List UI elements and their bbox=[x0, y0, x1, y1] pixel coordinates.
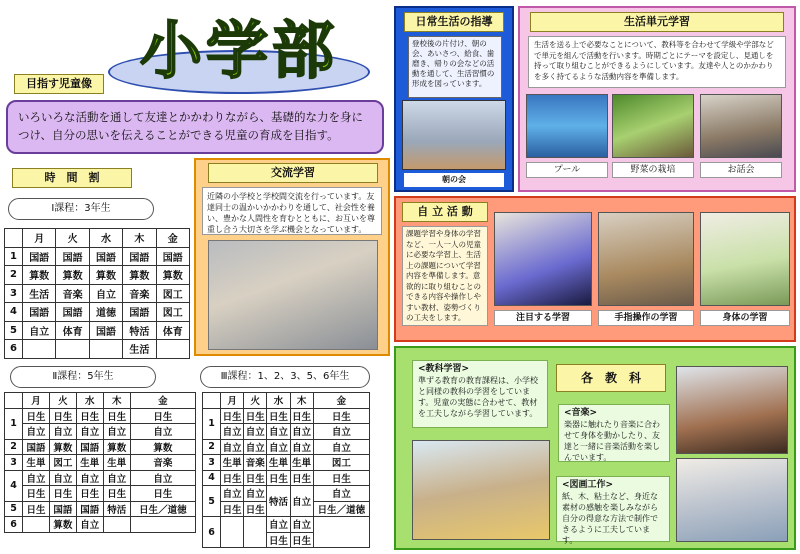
subject-learning-photo bbox=[412, 440, 550, 540]
course2-title: Ⅱ課程：5年生 bbox=[10, 366, 156, 388]
header-cell: 木 bbox=[290, 393, 313, 409]
header-cell: 月 bbox=[23, 393, 50, 409]
period-cell: 3 bbox=[203, 455, 221, 471]
exchange-text: 近隣の小学校と学校間交流を行っています。友達同士の温かいかかわりを通して、社会性を養い、豊かな人間性を育むとともに、お互いを尊重し合う大切さを学ぶ機会となっています。 bbox=[202, 187, 382, 235]
table-cell: 日生 bbox=[267, 408, 290, 424]
period-cell: 1 bbox=[5, 247, 23, 266]
table-cell: 国語 bbox=[56, 247, 89, 266]
period-cell: 2 bbox=[5, 266, 23, 285]
table-cell bbox=[23, 517, 50, 533]
table-cell: 自立 bbox=[221, 439, 244, 455]
timetable-course1 bbox=[4, 228, 190, 359]
period-cell: 4 bbox=[5, 303, 23, 322]
table-cell: 日生 bbox=[130, 408, 195, 424]
table-cell: 体育 bbox=[156, 321, 189, 340]
table-cell: 日生 bbox=[267, 470, 290, 486]
header-cell: 金 bbox=[313, 393, 369, 409]
table-cell: 特活 bbox=[123, 321, 156, 340]
table-cell: 自立 bbox=[221, 486, 244, 502]
exchange-label: 交流学習 bbox=[208, 163, 378, 183]
table-cell: 国語 bbox=[23, 247, 56, 266]
table-cell: 日生 bbox=[103, 486, 130, 502]
table-row bbox=[5, 424, 196, 440]
table-cell: 自立 bbox=[290, 517, 313, 533]
period-cell: 1 bbox=[203, 408, 221, 439]
body-learning-photo bbox=[700, 212, 790, 306]
table-cell: 自立 bbox=[23, 424, 50, 440]
table-cell: 日生／道徳 bbox=[130, 501, 195, 517]
table-cell: 日生 bbox=[290, 408, 313, 424]
header-cell: 水 bbox=[89, 229, 122, 248]
period-cell: 3 bbox=[5, 455, 23, 471]
period-cell: 2 bbox=[203, 439, 221, 455]
period-cell: 4 bbox=[203, 470, 221, 486]
table-cell: 音楽 bbox=[244, 455, 267, 471]
table-row bbox=[5, 321, 190, 340]
table-cell: 算数 bbox=[130, 439, 195, 455]
table-cell: 自立 bbox=[244, 424, 267, 440]
table-row bbox=[203, 517, 370, 533]
header-cell: 月 bbox=[23, 229, 56, 248]
header-cell bbox=[203, 393, 221, 409]
table-cell: 日生 bbox=[244, 470, 267, 486]
table-cell: 算数 bbox=[49, 517, 76, 533]
table-cell: 自立 bbox=[89, 284, 122, 303]
table-cell: 国語 bbox=[76, 501, 103, 517]
table-cell: 生活 bbox=[123, 340, 156, 359]
course1-title: Ⅰ課程：3年生 bbox=[8, 198, 154, 220]
art-text: 紙、木、粘土など、身近な素材の感触を楽しみながら自分の得意な方法で制作できるように工夫しています。 bbox=[562, 492, 658, 545]
independent-caption: 身体の学習 bbox=[700, 310, 790, 326]
table-cell: 自立 bbox=[23, 321, 56, 340]
goal-text: いろいろな活動を通して友達とかかわりながら、基礎的な力を身につけ、自分の思いを伝えることができる児童の育成を目指す。 bbox=[6, 100, 384, 154]
table-cell: 国語 bbox=[49, 501, 76, 517]
period-cell: 6 bbox=[5, 340, 23, 359]
table-cell: 日生 bbox=[244, 501, 267, 517]
daily-life-label: 日常生活の指導 bbox=[404, 12, 504, 32]
table-cell: 自立 bbox=[244, 486, 267, 502]
table-row bbox=[203, 486, 370, 502]
table-row bbox=[203, 408, 370, 424]
table-cell: 自立 bbox=[313, 424, 369, 440]
table-header-row bbox=[5, 393, 196, 409]
music-photo bbox=[676, 366, 788, 454]
table-cell: 自立 bbox=[130, 470, 195, 486]
table-cell: 生単 bbox=[267, 455, 290, 471]
table-cell: 自立 bbox=[244, 439, 267, 455]
table-cell: 図工 bbox=[156, 303, 189, 322]
life-unit-text: 生活を送る上で必要なことについて、教科等を合わせて学級や学部などで単元を組んで活動を行います。時期ごとにテーマを設定し、見通しを持って取り組むことができるようにしています。友達や人とのかかわりを多く持てるような活動内容を準備します。 bbox=[528, 36, 786, 88]
table-cell: 日生 bbox=[103, 408, 130, 424]
music-title: <音楽> bbox=[564, 408, 598, 418]
table-row bbox=[5, 501, 196, 517]
table-cell: 自立 bbox=[49, 470, 76, 486]
table-cell: 自立 bbox=[267, 439, 290, 455]
subject-learning-box bbox=[412, 360, 548, 428]
table-cell: 国語 bbox=[123, 247, 156, 266]
subject-learning-text: 準ずる教育の教育課程は、小学校と同様の教科の学習をしています。児童の実態に合わせて、教材を工夫しながら学習しています。 bbox=[418, 376, 538, 418]
table-cell: 自立 bbox=[313, 486, 369, 502]
independent-label: 自 立 活 動 bbox=[402, 202, 488, 222]
independent-text: 課題学習や身体の学習など、一人一人の児童に必要な学習上、生活上の課題について学習内容を準備します。意欲的に取り組むことのできる内容や操作しやすい教材、姿勢づくりの工夫をします。 bbox=[402, 226, 488, 326]
period-cell: 2 bbox=[5, 439, 23, 455]
life-unit-caption: お話会 bbox=[700, 162, 782, 178]
table-cell bbox=[103, 517, 130, 533]
header-cell bbox=[5, 229, 23, 248]
table-cell: 自立 bbox=[267, 517, 290, 533]
table-cell: 自立 bbox=[23, 470, 50, 486]
art-box bbox=[556, 476, 670, 545]
table-cell: 日生 bbox=[221, 470, 244, 486]
header-cell: 水 bbox=[76, 393, 103, 409]
subject-learning-title: <教科学習> bbox=[418, 364, 470, 374]
pool-photo bbox=[526, 94, 608, 158]
table-cell: 音楽 bbox=[123, 284, 156, 303]
table-cell: 日生／道徳 bbox=[313, 501, 369, 517]
independent-caption: 手指操作の学習 bbox=[598, 310, 694, 326]
table-header-row bbox=[203, 393, 370, 409]
life-unit-label: 生活単元学習 bbox=[530, 12, 784, 32]
music-text: 楽器に触れたり音楽に合わせて身体を動かしたり、友達と一緒に音楽活動を楽しんでいます。 bbox=[564, 420, 660, 462]
table-cell: 生単 bbox=[221, 455, 244, 471]
timetable-course3 bbox=[202, 392, 370, 548]
table-cell: 道徳 bbox=[89, 303, 122, 322]
table-header-row bbox=[5, 229, 190, 248]
independent-caption: 注目する学習 bbox=[494, 310, 592, 326]
table-cell: 生単 bbox=[23, 455, 50, 471]
table-cell: 日生 bbox=[290, 470, 313, 486]
goal-label: 目指す児童像 bbox=[14, 74, 104, 94]
table-row bbox=[203, 470, 370, 486]
table-cell: 音楽 bbox=[130, 455, 195, 471]
table-cell bbox=[221, 517, 244, 548]
table-cell: 国語 bbox=[76, 439, 103, 455]
exchange-photo bbox=[208, 240, 378, 350]
table-cell bbox=[23, 340, 56, 359]
table-cell: 図工 bbox=[156, 284, 189, 303]
table-cell: 日生 bbox=[267, 532, 290, 548]
table-cell: 国語 bbox=[156, 247, 189, 266]
table-cell: 生単 bbox=[76, 455, 103, 471]
period-cell: 4 bbox=[5, 470, 23, 501]
table-cell: 音楽 bbox=[56, 284, 89, 303]
table-cell: 図工 bbox=[313, 455, 369, 471]
table-cell: 生単 bbox=[290, 455, 313, 471]
table-cell: 国語 bbox=[123, 303, 156, 322]
table-cell: 自立 bbox=[267, 424, 290, 440]
table-cell: 日生 bbox=[244, 408, 267, 424]
art-title: <図画工作> bbox=[562, 480, 614, 490]
header-cell bbox=[5, 393, 23, 409]
header-cell: 月 bbox=[221, 393, 244, 409]
table-cell: 自立 bbox=[290, 486, 313, 517]
table-cell: 国語 bbox=[89, 247, 122, 266]
header-cell: 水 bbox=[267, 393, 290, 409]
period-cell: 3 bbox=[5, 284, 23, 303]
table-row bbox=[5, 303, 190, 322]
table-cell: 自立 bbox=[290, 439, 313, 455]
header-cell: 金 bbox=[156, 229, 189, 248]
table-cell: 日生 bbox=[290, 532, 313, 548]
table-row bbox=[5, 517, 196, 533]
period-cell: 5 bbox=[203, 486, 221, 517]
table-cell bbox=[56, 340, 89, 359]
table-cell: 日生 bbox=[313, 408, 369, 424]
table-cell: 日生 bbox=[76, 486, 103, 502]
table-row bbox=[5, 486, 196, 502]
header-cell: 火 bbox=[49, 393, 76, 409]
timetable-course2 bbox=[4, 392, 196, 533]
table-cell: 算数 bbox=[23, 266, 56, 285]
table-row bbox=[5, 408, 196, 424]
header-cell: 火 bbox=[56, 229, 89, 248]
table-row bbox=[5, 266, 190, 285]
table-cell: 日生 bbox=[49, 486, 76, 502]
table-cell: 日生 bbox=[49, 408, 76, 424]
table-cell: 自立 bbox=[76, 424, 103, 440]
table-cell: 国語 bbox=[23, 439, 50, 455]
period-cell: 5 bbox=[5, 321, 23, 340]
finger-operation-photo bbox=[598, 212, 694, 306]
table-cell: 特活 bbox=[267, 486, 290, 517]
story-time-photo bbox=[700, 94, 782, 158]
table-cell: 日生 bbox=[221, 408, 244, 424]
daily-life-text: 登校後の片付け、朝の会、あいさつ、給食、歯磨き、帰りの会などの活動を通して、生活習慣の形成を図っています。 bbox=[408, 36, 502, 98]
table-row bbox=[5, 455, 196, 471]
table-cell: 日生 bbox=[23, 486, 50, 502]
page-title: 小学部 bbox=[140, 14, 339, 87]
table-cell: 自立 bbox=[221, 424, 244, 440]
subjects-label: 各 教 科 bbox=[556, 364, 666, 392]
table-cell bbox=[313, 517, 369, 548]
table-cell: 国語 bbox=[23, 303, 56, 322]
table-row bbox=[203, 424, 370, 440]
timetable-label: 時 間 割 bbox=[12, 168, 132, 188]
table-cell bbox=[156, 340, 189, 359]
table-cell: 生単 bbox=[103, 455, 130, 471]
table-cell: 算数 bbox=[49, 439, 76, 455]
table-cell: 日生 bbox=[23, 501, 50, 517]
table-cell: 算数 bbox=[123, 266, 156, 285]
table-cell: 国語 bbox=[89, 321, 122, 340]
table-cell: 図工 bbox=[49, 455, 76, 471]
period-cell: 6 bbox=[5, 517, 23, 533]
table-cell: 体育 bbox=[56, 321, 89, 340]
table-cell: 日生 bbox=[130, 486, 195, 502]
table-cell: 自立 bbox=[49, 424, 76, 440]
table-row bbox=[5, 247, 190, 266]
table-cell: 算数 bbox=[156, 266, 189, 285]
header-cell: 火 bbox=[244, 393, 267, 409]
table-row bbox=[5, 340, 190, 359]
table-cell: 日生 bbox=[221, 501, 244, 517]
daily-life-photo bbox=[402, 100, 506, 170]
table-row bbox=[5, 284, 190, 303]
life-unit-caption: プール bbox=[526, 162, 608, 178]
art-photo bbox=[676, 458, 788, 542]
course3-title: Ⅲ課程：1、2、3、5、6年生 bbox=[200, 366, 370, 388]
music-box bbox=[558, 404, 670, 462]
table-cell: 算数 bbox=[103, 439, 130, 455]
attention-photo bbox=[494, 212, 592, 306]
header-cell: 金 bbox=[130, 393, 195, 409]
vegetable-photo bbox=[612, 94, 694, 158]
table-cell: 生活 bbox=[23, 284, 56, 303]
table-cell: 自立 bbox=[103, 470, 130, 486]
table-row bbox=[203, 455, 370, 471]
daily-life-caption: 朝の会 bbox=[404, 173, 504, 187]
table-cell: 算数 bbox=[56, 266, 89, 285]
table-cell: 自立 bbox=[130, 424, 195, 440]
table-row bbox=[203, 439, 370, 455]
table-cell: 自立 bbox=[103, 424, 130, 440]
table-cell bbox=[244, 517, 267, 548]
table-cell: 日生 bbox=[76, 408, 103, 424]
table-cell: 日生 bbox=[23, 408, 50, 424]
table-row bbox=[5, 439, 196, 455]
table-cell: 算数 bbox=[89, 266, 122, 285]
table-cell: 自立 bbox=[313, 439, 369, 455]
table-cell bbox=[130, 517, 195, 533]
table-row bbox=[5, 470, 196, 486]
period-cell: 5 bbox=[5, 501, 23, 517]
table-cell: 自立 bbox=[76, 470, 103, 486]
life-unit-caption: 野菜の栽培 bbox=[612, 162, 694, 178]
header-cell: 木 bbox=[123, 229, 156, 248]
table-cell: 日生 bbox=[313, 470, 369, 486]
table-cell: 国語 bbox=[56, 303, 89, 322]
table-cell bbox=[89, 340, 122, 359]
table-cell: 自立 bbox=[76, 517, 103, 533]
table-cell: 自立 bbox=[290, 424, 313, 440]
table-cell: 特活 bbox=[103, 501, 130, 517]
period-cell: 1 bbox=[5, 408, 23, 439]
period-cell: 6 bbox=[203, 517, 221, 548]
header-cell: 木 bbox=[103, 393, 130, 409]
